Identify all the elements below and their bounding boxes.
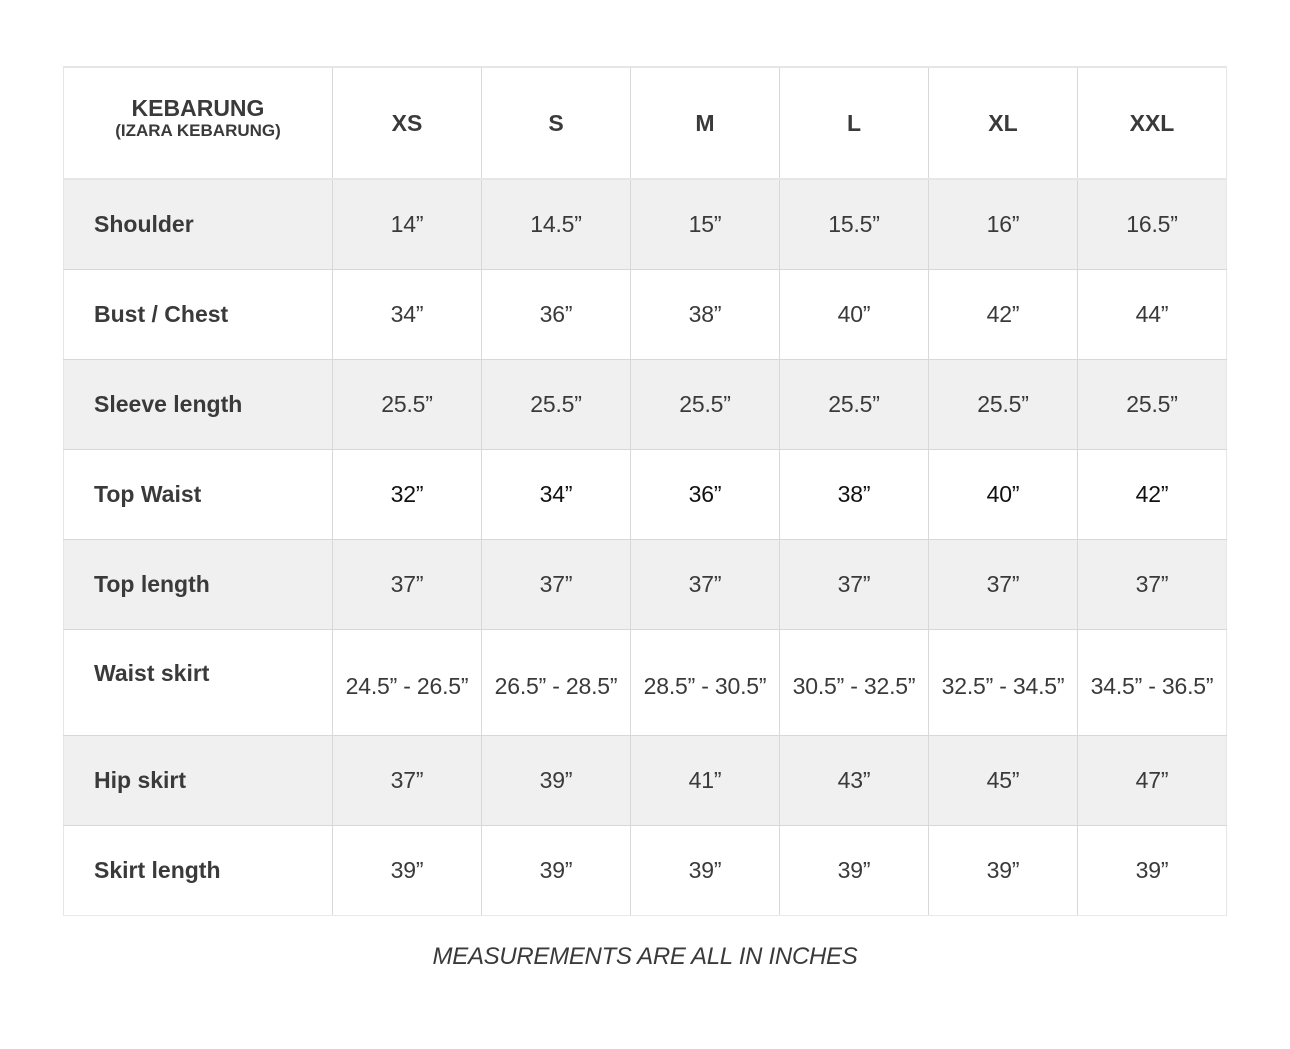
- measurement-cell: 26.5” - 28.5”: [482, 629, 631, 735]
- measurement-cell: 39”: [482, 735, 631, 825]
- measurement-cell: 28.5” - 30.5”: [631, 629, 780, 735]
- measurement-cell: 37”: [780, 539, 929, 629]
- size-header-s: S: [482, 67, 631, 179]
- row-label: Top Waist: [64, 449, 333, 539]
- measurement-cell: 37”: [333, 539, 482, 629]
- measurement-cell: 14.5”: [482, 179, 631, 269]
- measurement-cell: 25.5”: [333, 359, 482, 449]
- measurement-cell: 34”: [482, 449, 631, 539]
- size-chart-table: [63, 66, 1227, 916]
- measurement-cell: 15”: [631, 179, 780, 269]
- product-title: KEBARUNG: [131, 95, 265, 121]
- measurement-cell: 39”: [482, 825, 631, 915]
- measurement-cell: 45”: [929, 735, 1078, 825]
- measurement-cell: 24.5” - 26.5”: [333, 629, 482, 735]
- measurement-cell: 25.5”: [631, 359, 780, 449]
- measurement-cell: 38”: [631, 269, 780, 359]
- product-subtitle: (IZARA KEBARUNG): [115, 121, 281, 140]
- measurement-cell: 36”: [631, 449, 780, 539]
- measurement-cell: 34”: [333, 269, 482, 359]
- table-row-shoulder: [64, 179, 1227, 269]
- product-name-header: [64, 67, 333, 179]
- table-row-skirt-length: [64, 825, 1227, 915]
- size-header-l: L: [780, 67, 929, 179]
- measurement-units-caption: MEASUREMENTS ARE ALL IN INCHES: [432, 943, 858, 970]
- measurement-cell: 15.5”: [780, 179, 929, 269]
- measurement-cell: 25.5”: [780, 359, 929, 449]
- measurement-cell: 40”: [780, 269, 929, 359]
- row-label: Bust / Chest: [64, 269, 333, 359]
- size-header-m: M: [631, 67, 780, 179]
- measurement-cell: 40”: [929, 449, 1078, 539]
- row-label: Skirt length: [64, 825, 333, 915]
- table-row-hip-skirt: [64, 735, 1227, 825]
- size-header-xxl: XXL: [1078, 67, 1227, 179]
- measurement-cell: 37”: [1078, 539, 1227, 629]
- measurement-cell: 43”: [780, 735, 929, 825]
- table-row-waist-skirt: [64, 629, 1227, 735]
- row-label: Sleeve length: [64, 359, 333, 449]
- measurement-cell: 42”: [929, 269, 1078, 359]
- measurement-cell: 32.5” - 34.5”: [929, 629, 1078, 735]
- size-header-xl: XL: [929, 67, 1078, 179]
- measurement-cell: 38”: [780, 449, 929, 539]
- measurement-cell: 47”: [1078, 735, 1227, 825]
- measurement-cell: 25.5”: [1078, 359, 1227, 449]
- measurement-cell: 41”: [631, 735, 780, 825]
- measurement-cell: 39”: [631, 825, 780, 915]
- measurement-cell: 16.5”: [1078, 179, 1227, 269]
- measurement-cell: 25.5”: [929, 359, 1078, 449]
- row-label: Top length: [64, 539, 333, 629]
- measurement-cell: 16”: [929, 179, 1078, 269]
- measurement-cell: 39”: [333, 825, 482, 915]
- measurement-cell: 42”: [1078, 449, 1227, 539]
- measurement-cell: 37”: [333, 735, 482, 825]
- size-header-xs: XS: [333, 67, 482, 179]
- table-row-top-length: [64, 539, 1227, 629]
- measurement-cell: 37”: [929, 539, 1078, 629]
- measurement-cell: 14”: [333, 179, 482, 269]
- measurement-cell: 39”: [929, 825, 1078, 915]
- table-row-top-waist: [64, 449, 1227, 539]
- table-row-bust-chest: [64, 269, 1227, 359]
- measurement-cell: 32”: [333, 449, 482, 539]
- measurement-cell: 39”: [1078, 825, 1227, 915]
- measurement-cell: 37”: [482, 539, 631, 629]
- row-label: Waist skirt: [64, 629, 333, 735]
- measurement-cell: 34.5” - 36.5”: [1078, 629, 1227, 735]
- measurement-cell: 44”: [1078, 269, 1227, 359]
- measurement-cell: 30.5” - 32.5”: [780, 629, 929, 735]
- table-header-row: [64, 67, 1227, 179]
- row-label: Hip skirt: [64, 735, 333, 825]
- row-label: Shoulder: [64, 179, 333, 269]
- measurement-cell: 37”: [631, 539, 780, 629]
- measurement-cell: 25.5”: [482, 359, 631, 449]
- measurement-cell: 39”: [780, 825, 929, 915]
- table-row-sleeve-length: [64, 359, 1227, 449]
- measurement-cell: 36”: [482, 269, 631, 359]
